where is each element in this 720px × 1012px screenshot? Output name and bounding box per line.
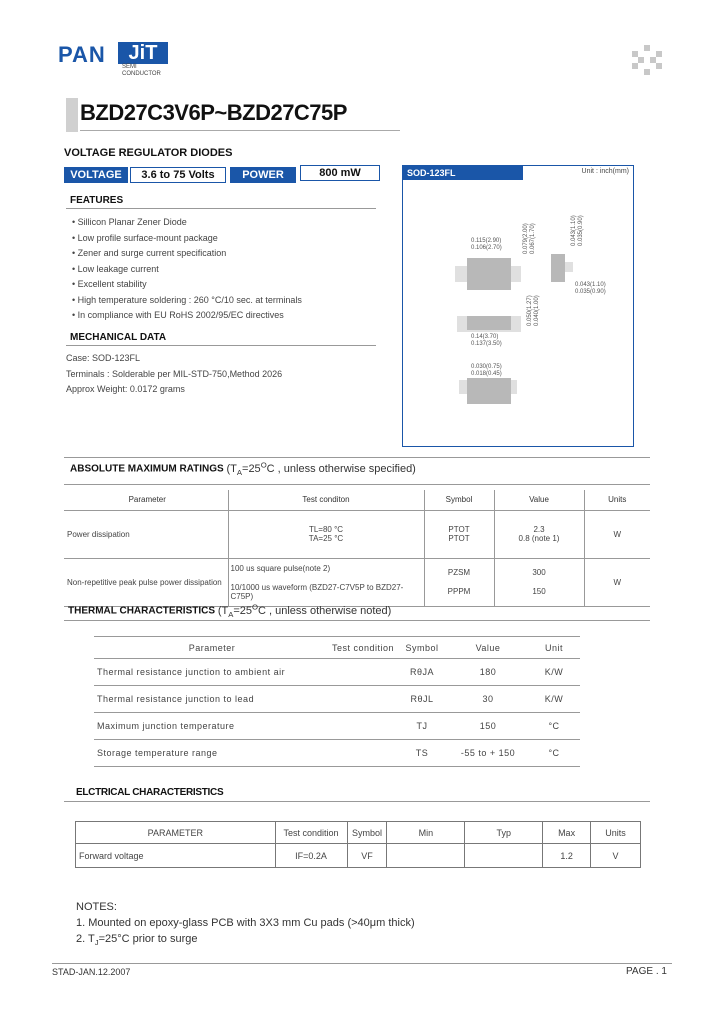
table-row: Thermal resistance junction to ambient air RθJA 180 K/W bbox=[94, 659, 580, 686]
panjit-logo bbox=[58, 42, 178, 82]
table-header-row: Parameter Test conditon Symbol Value Units bbox=[64, 490, 650, 510]
features-divider bbox=[66, 208, 376, 209]
list-item: • Low leakage current bbox=[72, 263, 159, 274]
electrical-table bbox=[75, 821, 641, 868]
note-2: 2. $T_J=25^\circ C$ prior to surge bbox=[76, 933, 198, 948]
dim-label: 0.14(3.70) 0.137(3.50) bbox=[471, 334, 502, 347]
title-underline bbox=[80, 130, 400, 131]
table-header-row: Parameter Test condition Symbol Value Unit bbox=[188, 642, 563, 653]
table-row: Non-repetitive peak pulse power dissipation 100 us square pulse(note 2) 10/1000 us waveform (BZD27-C7V5P to BZD27-C75P) PZSM PPPM 300 150 W bbox=[64, 558, 650, 606]
mechanical-terminals: Terminals : Solderable per MIL-STD-750,Method 2026 bbox=[66, 368, 283, 379]
mechanical-list bbox=[66, 351, 396, 398]
list-item: • In compliance with EU RoHS 2002/95/EC directives bbox=[72, 310, 284, 320]
table-row: Thermal resistance junction to lead RθJL 30 K/W bbox=[94, 686, 580, 713]
note-1: 1. Mounted on epoxy-glass PCB with 3X3 mm Cu pads (>40μm thick) bbox=[76, 917, 415, 929]
package-name: SOD-123FL bbox=[403, 166, 523, 180]
bottom-view-body bbox=[467, 316, 511, 330]
top-view-body bbox=[467, 258, 511, 290]
list-item: • Zener and surge current specification bbox=[72, 248, 227, 258]
mechanical-weight: Approx Weight: 0.0172 grams bbox=[66, 384, 185, 394]
checker-pattern-icon bbox=[632, 45, 662, 75]
dim-label: 0.043(1.10) 0.035(0.90) bbox=[571, 215, 584, 246]
footer-page: PAGE . 1 bbox=[626, 966, 667, 977]
dim-label: 0.043(1.10) 0.035(0.90) bbox=[575, 282, 606, 295]
mechanical-divider bbox=[66, 345, 376, 346]
title-accent-bar bbox=[66, 98, 78, 132]
voltage-label: VOLTAGE bbox=[64, 167, 128, 183]
footer-line bbox=[52, 963, 672, 964]
list-item: • Low profile surface-mount package bbox=[72, 232, 218, 243]
abs-max-divider bbox=[64, 484, 650, 485]
voltage-value: 3.6 to 75 Volts bbox=[130, 167, 226, 183]
thermal-divider bbox=[64, 620, 650, 621]
power-value: 800 mW bbox=[300, 165, 380, 181]
side-view-lead bbox=[565, 262, 573, 272]
abs-max-heading: ABSOLUTE MAXIMUM RATINGS ($T_A=25^OC$ , unless otherwise specified) bbox=[70, 460, 416, 477]
dim-label: 0.050(1.27) 0.040(1.00) bbox=[527, 295, 540, 326]
electrical-divider bbox=[64, 801, 650, 802]
mechanical-case: Case: SOD-123FL bbox=[66, 353, 141, 363]
thermal-heading: THERMAL CHARACTERISTICS ($T_A=25^OC$ , unless otherwise noted) bbox=[68, 602, 392, 619]
footer-date: STAD-JAN.12.2007 bbox=[52, 967, 131, 977]
dim-label: 0.030(0.75) 0.018(0.45) bbox=[471, 364, 502, 377]
mechanical-heading: MECHANICAL DATA bbox=[70, 332, 167, 343]
list-item: • Excellent stability bbox=[72, 279, 147, 289]
features-list bbox=[72, 215, 402, 324]
logo-semiconductor-text: SEMI CONDUCTOR bbox=[122, 64, 161, 77]
thermal-table bbox=[94, 636, 580, 767]
features-heading: FEATURES bbox=[70, 195, 124, 206]
dim-label: 0.115(2.90) 0.106(2.70) bbox=[471, 238, 502, 251]
table-row: Maximum junction temperature TJ 150 °C bbox=[94, 713, 580, 740]
list-item: • Sillicon Planar Zener Diode bbox=[72, 217, 187, 227]
abs-max-top-line bbox=[64, 457, 650, 458]
table-header-row: PARAMETER Test condition Symbol Min Typ Max Units bbox=[76, 822, 641, 844]
page-title: BZD27C3V6P~BZD27C75P bbox=[80, 100, 347, 125]
logo-pan-text: PAN bbox=[58, 42, 106, 67]
foot-view-body bbox=[467, 378, 511, 404]
notes-section bbox=[76, 899, 415, 951]
list-item: • High temperature soldering : 260 °C/10 sec. at terminals bbox=[72, 294, 302, 305]
notes-heading: NOTES: bbox=[76, 901, 117, 913]
table-row: Forward voltage IF=0.2A VF 1.2 V bbox=[76, 844, 641, 868]
page-subtitle: VOLTAGE REGULATOR DIODES bbox=[64, 147, 233, 159]
power-label: POWER bbox=[230, 167, 296, 183]
table-row: Power dissipation TL=80 °C TA=25 °C PTOT PTOT 2.3 0.8 (note 1) W bbox=[64, 510, 650, 558]
dim-label: 0.079(2.00) 0.067(1.70) bbox=[523, 223, 536, 254]
abs-max-table bbox=[64, 490, 650, 607]
package-outline-box bbox=[402, 165, 634, 447]
table-row: Storage temperature range TS -55 to + 150 °C bbox=[94, 740, 580, 767]
side-view-body bbox=[551, 254, 565, 282]
electrical-heading: ELCTRICAL CHARACTERISTICS bbox=[76, 787, 224, 798]
logo-jit-text: JiT bbox=[118, 42, 168, 64]
package-unit: Unit : inch(mm) bbox=[581, 168, 629, 175]
